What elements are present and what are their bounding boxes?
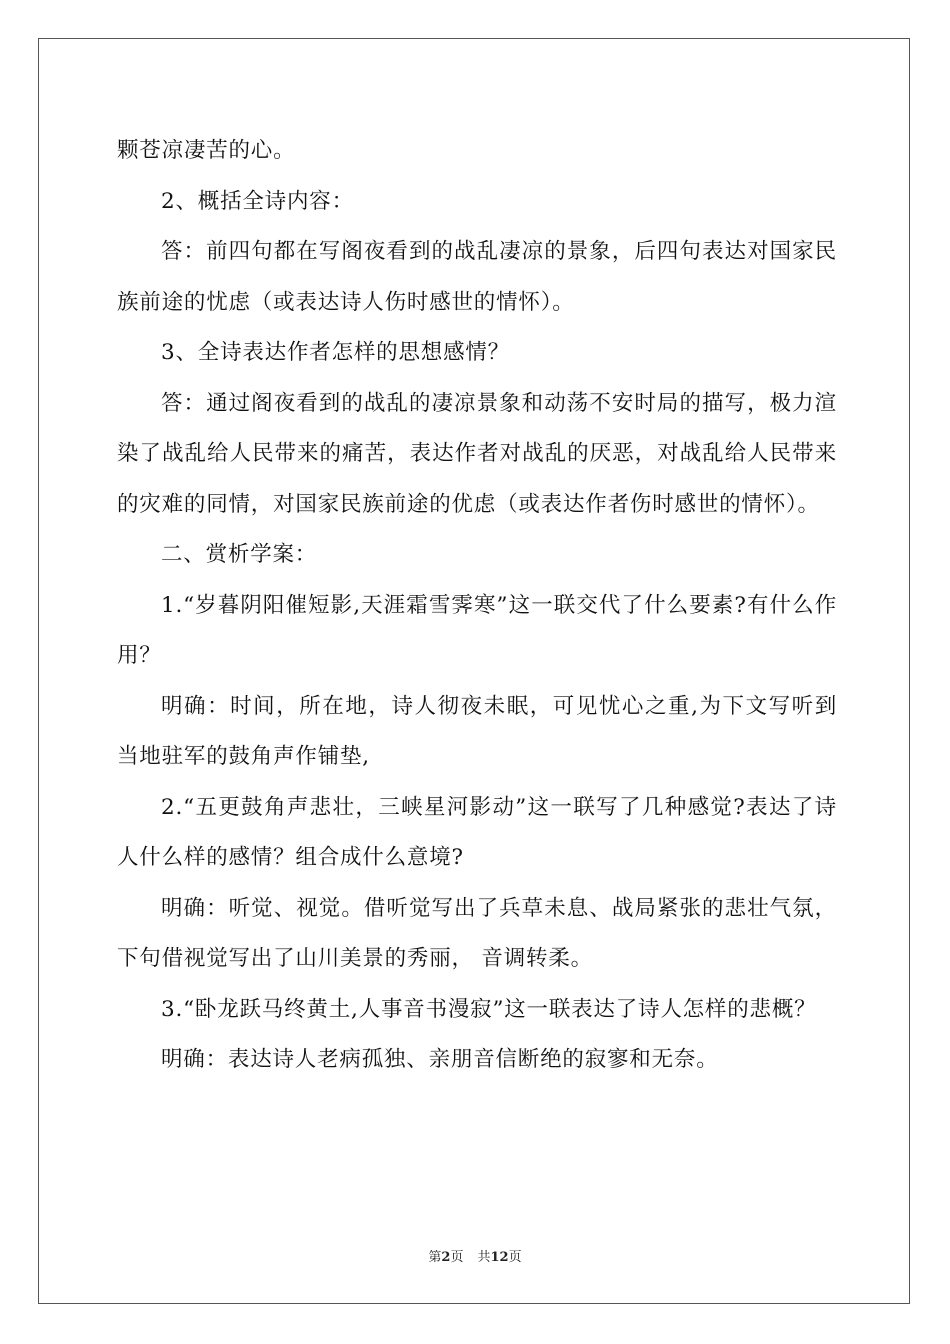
page-total: 12 <box>490 1250 509 1265</box>
page-footer <box>0 1246 950 1265</box>
paragraph-5: 答：通过阁夜看到的战乱的凄凉景象和动荡不安时局的描写，极力渲染了战乱给人民带来的痛苦，表达作者对战乱的厌恶，对战乱给人民带来的灾难的同情，对国家民族前途的优虑（或表达作者伤时感世的情怀）。 <box>117 390 837 517</box>
paragraph-12: 明确：表达诗人老病孤独、亲朋音信断绝的寂寥和无奈。 <box>161 1047 719 1072</box>
total-unit: 页 <box>508 1250 522 1265</box>
document-body <box>117 126 837 1086</box>
paragraph-8: 明确：时间，所在地，诗人彻夜未眠，可见忧心之重,为下文写听到当地驻军的鼓角声作铺垫, <box>117 693 837 769</box>
total-prefix: 共 <box>477 1250 491 1265</box>
paragraph-9: 2.“五更鼓角声悲壮，三峡星河影动”这一联写了几种感觉?表达了诗人什么样的感情？组合成什么意境? <box>117 794 837 870</box>
page-prefix: 第 <box>428 1250 442 1265</box>
paragraph-7: 1.“岁暮阴阳催短影,天涯霜雪霁寒”这一联交代了什么要素?有什么作用？ <box>117 592 837 668</box>
paragraph-11: 3.“卧龙跃马终黄土,人事音书漫寂”这一联表达了诗人怎样的悲概？ <box>161 996 817 1022</box>
paragraph-4: 3、全诗表达作者怎样的思想感情？ <box>161 340 510 365</box>
paragraph-6: 二、赏析学案： <box>161 542 318 567</box>
paragraph-2: 2、概括全诗内容： <box>161 188 354 214</box>
paragraph-1: 颗苍凉凄苦的心。 <box>117 138 296 163</box>
paragraph-10: 明确：听觉、视觉。借听觉写出了兵草未息、战局紧张的悲壮气氛，下句借视觉写出了山川美景的秀丽， 音调转柔。 <box>117 895 837 971</box>
page-unit: 页 <box>450 1250 464 1265</box>
paragraph-3: 答：前四句都在写阁夜看到的战乱凄凉的景象，后四句表达对国家民族前途的忧虑（或表达诗人伤时感世的情怀）。 <box>117 239 837 315</box>
page-current: 2 <box>441 1250 451 1265</box>
